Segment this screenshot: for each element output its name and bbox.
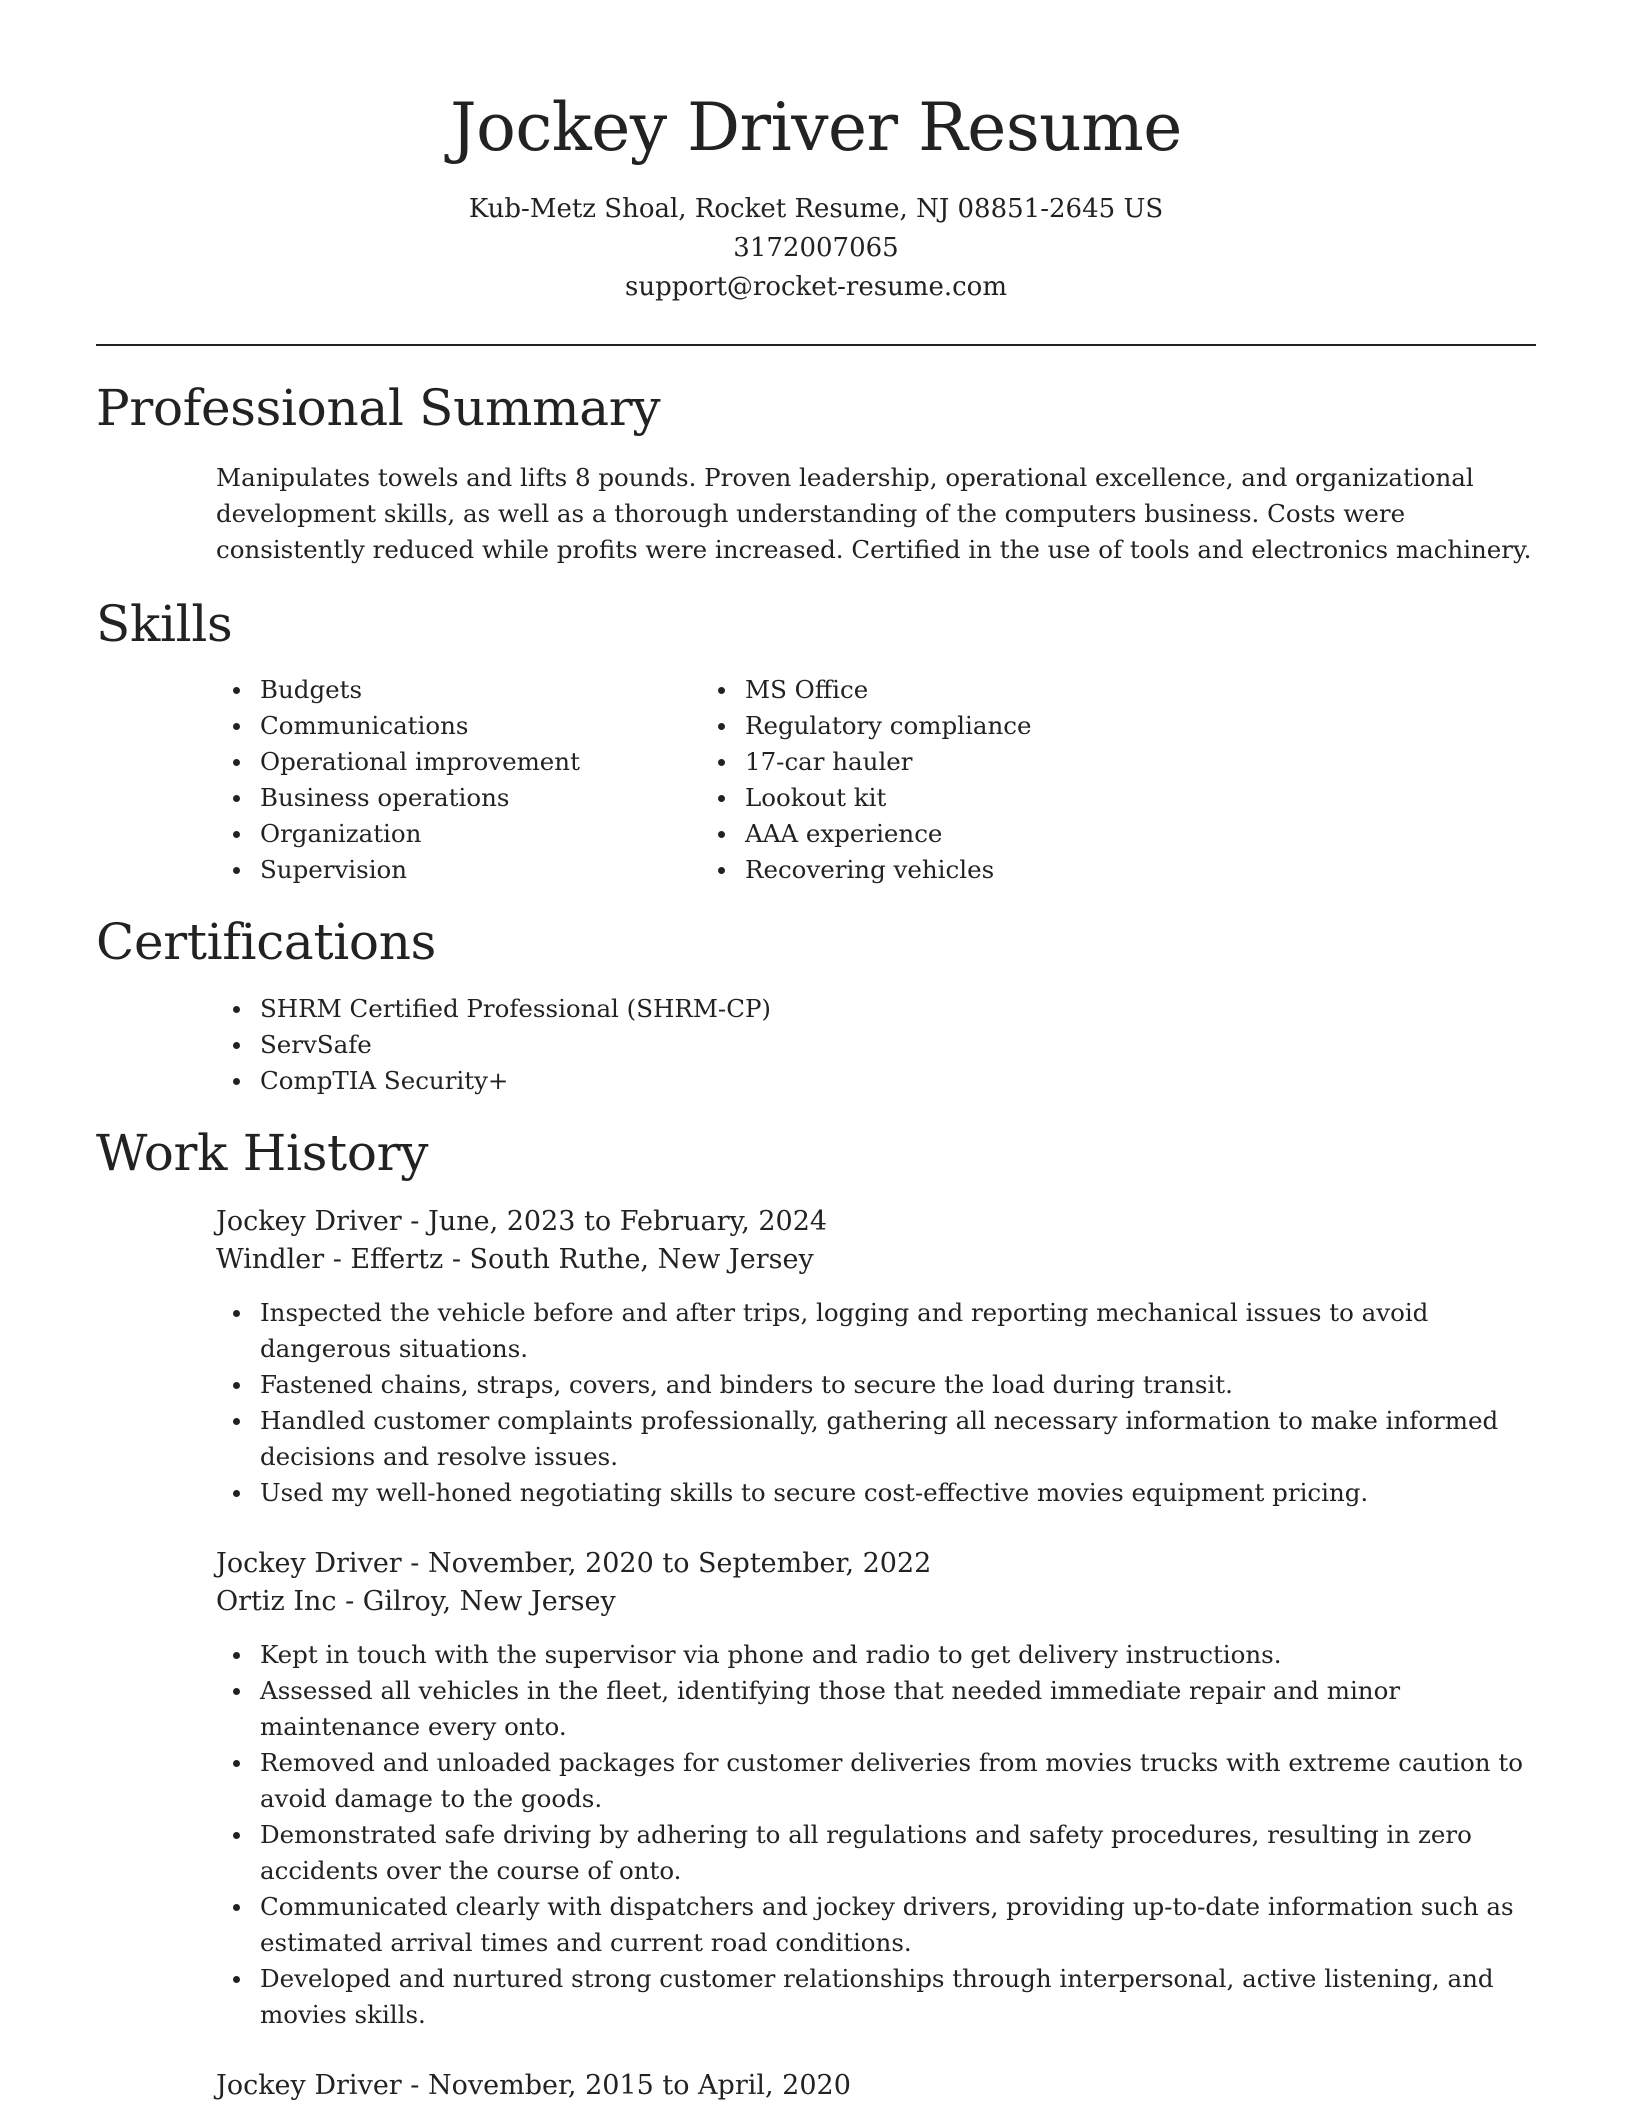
job-role-dates: Jockey Driver - November, 2020 to September, 2022 [216, 1548, 932, 1579]
job-duty-item: Fastened chains, straps, covers, and binders to secure the load during transit. [260, 1367, 1536, 1403]
skill-item: Recovering vehicles [745, 852, 1394, 888]
certification-item: SHRM Certified Professional (SHRM-CP) [260, 991, 1536, 1027]
email-text: support@rocket-resume.com [624, 272, 1007, 302]
certification-item: CompTIA Security+ [260, 1063, 1536, 1099]
contact-block [96, 190, 1536, 307]
job-duties-list [96, 1637, 1536, 2033]
job-duty-item: Developed and nurtured strong customer relationships through interpersonal, active listening, and movies skills. [260, 1961, 1536, 2033]
skill-item: Communications [260, 708, 745, 744]
skill-item: Lookout kit [745, 780, 1394, 816]
job-duty-item: Communicated clearly with dispatchers and jockey drivers, providing up-to-date information such as estimated arrival times and current road conditions. [260, 1889, 1536, 1961]
job-company-location: Windler - Effertz - South Ruthe, New Jersey [216, 1244, 814, 1275]
skill-item: MS Office [745, 672, 1394, 708]
job-duty-item: Used my well-honed negotiating skills to secure cost-effective movies equipment pricing. [260, 1475, 1536, 1511]
job-entry [96, 1203, 1536, 1511]
skills-column-right [745, 672, 1394, 888]
job-duty-item: Inspected the vehicle before and after trips, logging and reporting mechanical issues to avoid dangerous situations. [260, 1295, 1536, 1367]
job-duty-item: Handled customer complaints professionally, gathering all necessary information to make informed decisions and resolve issues. [260, 1403, 1536, 1475]
job-role-dates: Jockey Driver - June, 2023 to February, 2024 [216, 1206, 828, 1237]
job-entry [96, 2067, 1536, 2105]
skill-item: AAA experience [745, 816, 1394, 852]
job-duty-item: Assessed all vehicles in the fleet, identifying those that needed immediate repair and minor maintenance every onto. [260, 1673, 1536, 1745]
resume-title: Jockey Driver Resume [450, 89, 1182, 166]
skills-heading: Skills [96, 595, 233, 653]
job-duty-item: Demonstrated safe driving by adhering to all regulations and safety procedures, resulting in zero accidents over the course of onto. [260, 1817, 1536, 1889]
job-role-dates: Jockey Driver - November, 2015 to April, 2020 [216, 2070, 851, 2101]
skill-item: Regulatory compliance [745, 708, 1394, 744]
header-divider [96, 344, 1536, 346]
job-duty-item: Kept in touch with the supervisor via phone and radio to get delivery instructions. [260, 1637, 1536, 1673]
skill-item: 17-car hauler [745, 744, 1394, 780]
skills-column-left [96, 672, 745, 888]
job-company-location: Ortiz Inc - Gilroy, New Jersey [216, 1586, 616, 1617]
address-text: Kub-Metz Shoal, Rocket Resume, NJ 08851-2645 US [468, 194, 1164, 224]
job-duty-item: Removed and unloaded packages for customer deliveries from movies trucks with extreme caution to avoid damage to the goods. [260, 1745, 1536, 1817]
job-entry [96, 1545, 1536, 2033]
certification-item: ServSafe [260, 1027, 1536, 1063]
skills-list [96, 672, 1536, 888]
certifications-heading: Certifications [96, 913, 436, 971]
skill-item: Supervision [260, 852, 745, 888]
summary-text: Manipulates towels and lifts 8 pounds. Proven leadership, operational excellence, and organizational development skills, as well as a thorough understanding of the computers business. Costs were consistently reduced while profits were increased. Certified in the use of tools and electronics machinery. [216, 463, 1532, 564]
skill-item: Organization [260, 816, 745, 852]
work-history-heading: Work History [96, 1124, 429, 1182]
skill-item: Business operations [260, 780, 745, 816]
phone-text: 3172007065 [733, 233, 899, 263]
resume-page [96, 0, 1536, 2105]
certifications-list [96, 991, 1536, 1099]
job-duties-list [96, 1295, 1536, 1511]
summary-heading: Professional Summary [96, 379, 661, 437]
skill-item: Budgets [260, 672, 745, 708]
skill-item: Operational improvement [260, 744, 745, 780]
